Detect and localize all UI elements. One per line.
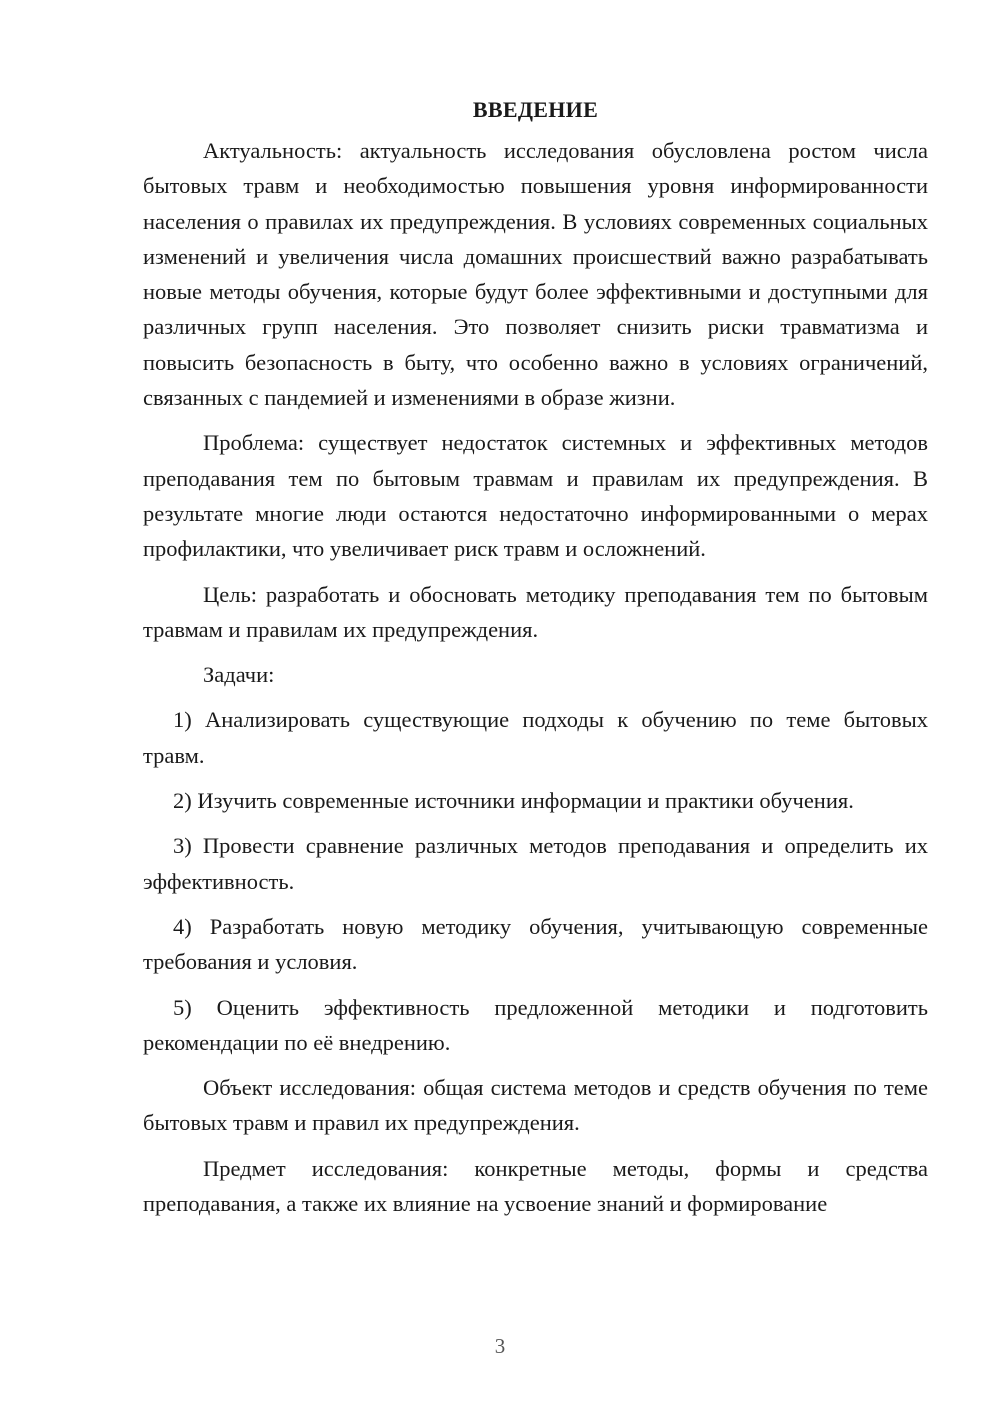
document-page [143,92,928,1231]
task-item: 1) Анализировать существующие подходы к обучению по теме бытовых травм. [143,707,928,768]
page-number: 3 [494,1334,506,1358]
paragraph-problem: Проблема: существует недостаток системных и эффективных методов преподавания тем по бытовым травмам и правилам их предупреждения. В результате многие люди остаются недостаточно информированными о мерах профилактики, что увеличивает риск травм и осложнений. [143,430,928,562]
task-item: 5) Оценить эффективность предложенной методики и подготовить рекомендации по её внедрению. [143,994,928,1055]
paragraph-goal: Цель: разработать и обосновать методику преподавания тем по бытовым травмам и правилам их предупреждения. [143,581,928,642]
tasks-heading: Задачи: [203,662,275,688]
paragraph-relevance: Актуальность: актуальность исследования обусловлена ростом числа бытовых травм и необходимостью повышения уровня информированности населения о правилах их предупреждения. В условиях современных социальных изменений и увеличения числа домашних происшествий важно разрабатывать новые методы обучения, которые будут более эффективными и доступными для различных групп населения. Это позволяет снизить риски травматизма и повысить безопасность в быту, что особенно важно в условиях ограничений, связанных с пандемией и изменениями в образе жизни. [143,138,928,411]
paragraph-subject: Предмет исследования: конкретные методы, формы и средства преподавания, а также их влияние на усвоение знаний и формирование [143,1155,928,1217]
task-item: 2) Изучить современные источники информации и практики обучения. [173,788,854,814]
task-item: 3) Провести сравнение различных методов преподавания и определить их эффективность. [143,833,928,894]
task-item: 4) Разработать новую методику обучения, учитывающую современные требования и условия. [143,913,928,975]
paragraph-object: Объект исследования: общая система методов и средств обучения по теме бытовых травм и правил их предупреждения. [143,1075,928,1136]
section-title: ВВЕДЕНИЕ [472,97,599,122]
